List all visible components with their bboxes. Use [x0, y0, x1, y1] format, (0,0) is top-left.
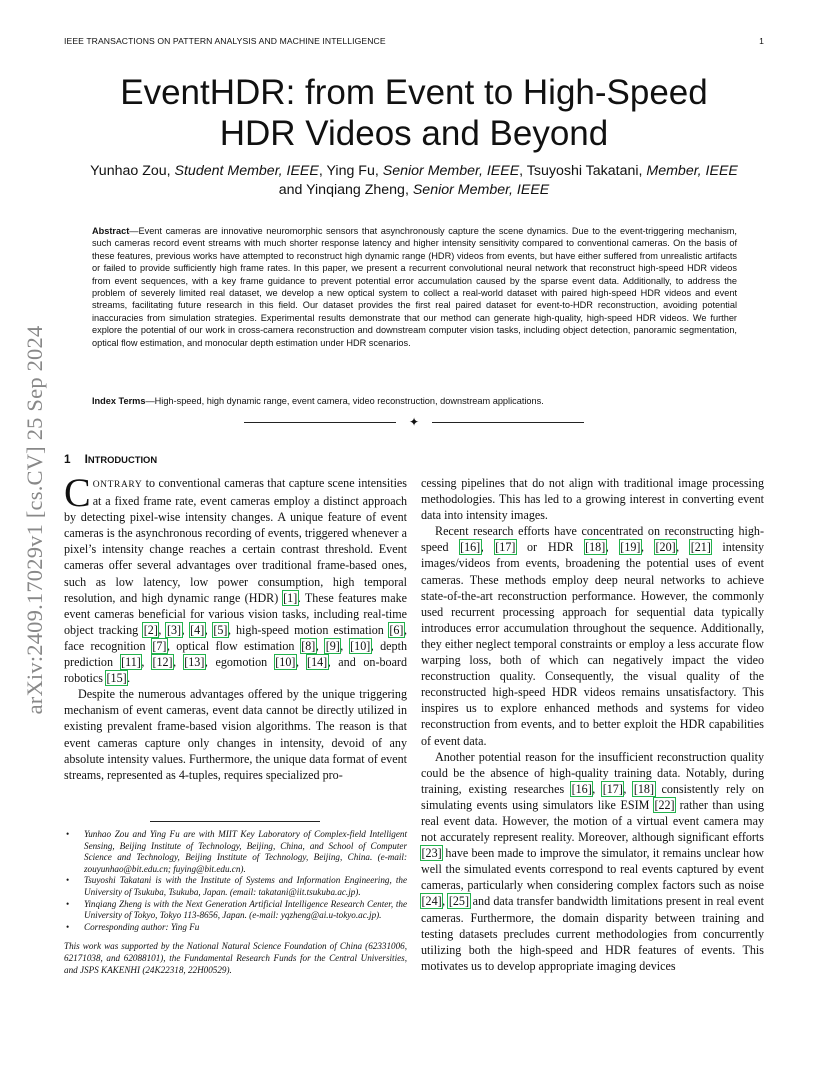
separator: ,: [315, 638, 326, 653]
citation-link[interactable]: [6]: [389, 622, 404, 637]
citation-link[interactable]: [25]: [448, 894, 470, 909]
footnotes: [64, 829, 407, 976]
citation-link[interactable]: [24]: [421, 894, 442, 909]
intro-paragraph-2: Despite the numerous advantages offered by the unique triggering mechanism of event cameras, event data cannot be directly utilized in existing prevalent frame-based vision algorithms. The reason is that event cameras capture only changes in intensity, devoid of any absolute intensity values. Furthermore, the unique data format of event streams, represented as 4-tuples, requires specialized pro-: [64, 687, 407, 782]
separator: ,: [181, 622, 190, 637]
running-header: [64, 36, 764, 50]
body-text: intensity images/videos from events, broadening the potential uses of event cameras. These methods employ deep neural networks to achieve state-of-the-art reconstruction performance. However, the commonly used recurrent processing approach for sequential data typically introduces error accumulation throughout the sequence. Additionally, they either neglect temporal constraints or employ a less accurate flow warping loss, both of which can negatively impact the video reconstruction quality. Consequently, the visual quality of the reconstructed high-speed HDR videos remains unsatisfactory. This inspires us to explore enhanced methods and systems for video reconstruction from events, and to better exploit the HDR capabilities of event data.: [421, 540, 765, 748]
author-1: Yunhao Zou,: [90, 163, 175, 179]
body-text: , face recognition: [64, 622, 407, 653]
citation-link[interactable]: [10]: [350, 638, 371, 653]
index-terms-text: —High-speed, high dynamic range, event camera, video reconstruction, downstream applications.: [145, 396, 544, 406]
body-text: and data transfer bandwidth limitations present in real event cameras. Furthermore, the domain disparity between training and testing datasets precludes current methodologies from concurrently utilizing both the high-speed and HDR features of events. This motivates us to develop appropriate imaging devices: [421, 894, 765, 973]
citation-link[interactable]: [17]: [495, 540, 516, 555]
separator: ,: [676, 540, 691, 555]
body-text: Another potential reason for the insufficient reconstruction quality could be the absence of high-quality training data. Notably, during training, existing researches: [421, 749, 764, 796]
citation-link[interactable]: [3]: [166, 622, 182, 637]
funding-note: This work was supported by the National Natural Science Foundation of China (62331006, 62171038, and 62088101), the Fundamental Research Funds for the Central Universities, and JSPS KAKENHI (24K22318, 22H00529).: [64, 941, 407, 975]
separator: ,: [623, 781, 634, 796]
separator: ,: [340, 638, 350, 653]
section-number: 1: [64, 452, 71, 466]
citation-link[interactable]: [2]: [143, 622, 158, 637]
separator: ,: [640, 540, 655, 555]
left-column: [64, 470, 408, 783]
arxiv-stamp: [20, 285, 50, 755]
abstract-label: Abstract: [92, 226, 130, 236]
body-text: or HDR: [515, 540, 585, 555]
author-1-role: Student Member, IEEE: [174, 163, 319, 179]
separator: ,: [141, 655, 152, 670]
citation-link[interactable]: [9]: [325, 638, 340, 653]
divider-line-right: [432, 422, 584, 423]
section-title-rest: NTRODUCTION: [87, 454, 158, 465]
footnote-rule: [150, 821, 320, 822]
separator: ,: [480, 540, 495, 555]
section-title-initial: I: [84, 452, 88, 466]
citation-link[interactable]: [18]: [585, 540, 606, 555]
citation-link[interactable]: [12]: [152, 655, 173, 670]
footnote-affiliation-3: • Yinqiang Zheng is with the Next Generation Artificial Intelligence Research Center, the University of Tokyo, Tokyo 113-8656, Japan. (e-mail: yqzheng@ai.u-tokyo.ac.jp).: [64, 899, 407, 922]
author-2-role: Senior Member, IEEE: [382, 163, 520, 179]
body-text: , and on-board robotics: [64, 655, 408, 686]
index-terms: [92, 395, 737, 407]
citation-link[interactable]: [23]: [421, 846, 442, 861]
citation-link[interactable]: [16]: [571, 781, 592, 796]
body-text: have been made to improve the simulator, it remains unclear how well the simulated events correspond to real events captured by event cameras, particularly when considering complex factors such as noise: [421, 846, 764, 893]
arxiv-stamp-text: arXiv:2409.17029v1 [cs.CV] 25 Sep 2024: [22, 325, 47, 715]
citation-link[interactable]: [1]: [283, 590, 298, 605]
author-4-role: Senior Member, IEEE: [412, 182, 550, 198]
citation-link[interactable]: [22]: [654, 797, 675, 812]
divider-diamond-icon: ✦: [408, 415, 420, 429]
separator: ,: [605, 540, 620, 555]
separator: ,: [173, 655, 184, 670]
intro-paragraph-3: cessing pipelines that do not align with traditional image processing methodologies. This has led to a growing interest in converting event data into intensity images.: [421, 476, 764, 523]
citation-link[interactable]: [15]: [106, 671, 127, 686]
author-3-role: Member, IEEE: [646, 163, 738, 179]
divider-line-left: [244, 422, 396, 423]
body-text: , high-speed motion estimation: [227, 622, 389, 637]
citation-link[interactable]: [21]: [690, 540, 711, 555]
citation-link[interactable]: [13]: [184, 655, 205, 670]
citation-link[interactable]: [17]: [602, 781, 623, 796]
citation-link[interactable]: [19]: [620, 540, 641, 555]
author-4: and Yinqiang Zheng,: [278, 182, 413, 198]
citation-link[interactable]: [20]: [655, 540, 676, 555]
section-divider: [244, 415, 584, 429]
citation-link[interactable]: [11]: [121, 655, 141, 670]
separator: ,: [158, 622, 167, 637]
citation-link[interactable]: [18]: [633, 781, 655, 796]
body-text: Recent research efforts have concentrated on reconstructing high-speed: [421, 524, 764, 555]
citation-link[interactable]: [8]: [301, 638, 316, 653]
footnote-corresponding: • Corresponding author: Ying Fu: [64, 922, 407, 934]
paper-title: EventHDR: from Event to High-Speed HDR Videos and Beyond: [120, 73, 708, 153]
citation-link[interactable]: [10]: [275, 655, 296, 670]
body-text: .: [127, 671, 131, 686]
body-text: . These features make event cameras beneficial for various vision tasks, including real-time object tracking: [64, 590, 407, 637]
intro-paragraph-4: [421, 523, 764, 748]
citation-link[interactable]: [7]: [152, 638, 167, 653]
journal-name: IEEE TRANSACTIONS ON PATTERN ANALYSIS AND MACHINE INTELLIGENCE: [64, 36, 386, 46]
author-3: , Tsuyoshi Takatani,: [519, 163, 647, 179]
author-list: [64, 162, 764, 200]
body-text: , depth prediction: [64, 638, 408, 670]
citation-link[interactable]: [5]: [213, 622, 228, 637]
body-text: to conventional cameras that capture scene intensities at a fixed frame rate, event cameras employ a distinct approach by detecting pixel-wise intensity changes. A unique feature of event cameras is the asynchronous recording of events, triggered whenever a pixel’s intensity change reaches a certain contrast threshold. Event cameras offer several advantages over traditional frame-based ones, such as low latency, low power consumption, high temporal resolution, and high dynamic range (HDR): [64, 476, 407, 605]
citation-link[interactable]: [14]: [307, 655, 328, 670]
author-2: , Ying Fu,: [318, 163, 383, 179]
intro-paragraph-1: [64, 470, 408, 686]
citation-link[interactable]: [16]: [460, 540, 481, 555]
abstract-text: —Event cameras are innovative neuromorphic sensors that asynchronously capture the scene dynamics. Due to the event-triggering mechanism, such cameras record event streams with much shorter response latency and higher intensity sensitivity compared to conventional cameras. On the basis of these features, previous works have attempted to reconstruct high dynamic range (HDR) videos from events, but have either suffered from unrealistic artifacts or failed to provide sufficiently high frame rates. In this paper, we present a recurrent convolutional neural network that reconstruct high-speed HDR videos from event sequences, with a key frame guidance to prevent potential error accumulation caused by the sparse event data. Additionally, to address the problem of severely limited real dataset, we develop a new optical system to collect a real-world dataset with paired high-speed HDR videos and event streams, facilitating future research in this field. Our dataset provides the first real paired dataset for event-to-HDR reconstruction, avoiding potential inaccuracies from simulation strategies. Experimental results demonstrate that our method can generate high-quality, high-speed HDR videos. We further explore the potential of our work in cross-camera reconstruction and downstream computer vision tasks, including object detection, panoramic segmentation, optical flow estimation, and monocular depth estimation under HDR scenarios.: [92, 226, 737, 348]
citation-link[interactable]: [4]: [190, 622, 205, 637]
separator: ,: [295, 655, 307, 670]
section-heading: [64, 452, 157, 466]
body-text: , optical flow estimation: [166, 638, 301, 653]
separator: ,: [204, 622, 213, 637]
abstract: [92, 225, 737, 349]
body-text: , egomotion: [204, 655, 275, 670]
right-column: [421, 475, 764, 974]
separator: ,: [442, 894, 449, 909]
footnote-affiliation-2: • Tsuyoshi Takatani is with the Institute of Systems and Information Engineering, the University of Tsukuba, Tsukuba, Japan. (email: takatani@iit.tsukuba.ac.jp).: [64, 875, 407, 898]
intro-paragraph-5: [421, 749, 764, 974]
lead-in: ONTRARY: [92, 480, 143, 490]
index-terms-label: Index Terms: [92, 396, 146, 406]
body-text: rather than using real event data. However, the motion of a virtual event camera may not accurately represent reality. Moreover, although significant efforts: [421, 797, 764, 845]
page-number: 1: [759, 36, 764, 46]
drop-cap: C: [64, 470, 91, 515]
footnote-affiliation-1: • Yunhao Zou and Ying Fu are with MIIT Key Laboratory of Complex-field Intelligent Sensing, Beijing Institute of Technology, Beijing, China, and School of Computer Science and Technology, Beijing Institute of Technology, Beijing, China. (e-mail: zouyunhao@bit.edu.cn; fuying@bit.edu.cn).: [64, 829, 407, 875]
separator: ,: [592, 781, 603, 796]
body-text: consistently rely on simulating events using simulators like ESIM: [421, 781, 765, 812]
